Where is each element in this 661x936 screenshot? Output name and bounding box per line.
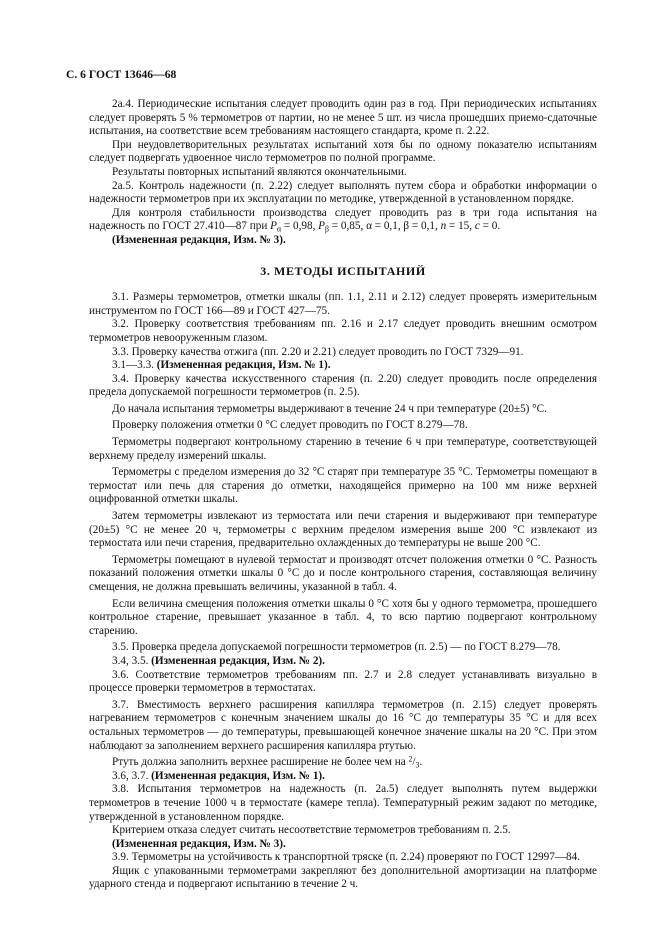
- paragraph-3-4-batch-aging: Если величина смещения положения отметки шкалы 0 °С хотя бы у одного термометра, прошедшего контрольное старение, превышает указанное в табл. 4, то всю партию подвергают контрольному старению.: [89, 597, 597, 637]
- paragraph-3-4-extraction: Затем термометры извлекают из термостата или печи старения и выдерживают при температуре (20±5) °С не менее 20 ч, термометры с верхним пределом измерения выше 200 °С извлекают из термостата или печи старения, предварительно охлажденных до температуры не выше 200 °С.: [89, 510, 597, 550]
- paragraph-3-4-conditioning: До начала испытания термометры выдерживают в течение 24 ч при температуре (20±5) °С.: [112, 402, 547, 415]
- paragraph-2a5: 2а.5. Контроль надежности (п. 2.22) следует выполнять путем сбора и обработки информации о надежности термометров при их эксплуатации по методике, утвержденной в установленном порядке.: [89, 179, 597, 206]
- paragraph-3-8: 3.8. Испытания термометров на надежность (п. 2а.5) следует выполнять путем выдержки термометров в течение 1000 ч в термостате (камере тепла). Температурный режим задают по методике, утвержденной в установленном порядке.: [89, 783, 597, 823]
- paragraph-3-8-failure: Критерием отказа следует считать несоответствие термометров требованиям п. 2.5.: [112, 824, 511, 837]
- paragraph-3-4-low-range: Термометры с пределом измерения до 32 °С старят при температуре 35 °С. Термометры помещают в термостат или печь для старения до отметки, находящейся примерно на 100 мм ниже верхней оцифрованной отметки шкалы.: [89, 466, 597, 506]
- paragraph-3-1-3-3-note: 3.1—3.3. (Измененная редакция, Изм. № 1).: [112, 359, 331, 372]
- amendment-note-izm3-second: (Измененная редакция, Изм. № 3).: [112, 837, 286, 850]
- section-title: 3. МЕТОДЫ ИСПЫТАНИЙ: [260, 263, 426, 278]
- paragraph-3-6-3-7-note: 3.6, 3.7. (Измененная редакция, Изм. № 1).: [112, 769, 325, 782]
- paragraph-3-4-zero-check: Проверку положения отметки 0 °С следует проводить по ГОСТ 8.279—78.: [112, 419, 468, 432]
- paragraph-3-7: 3.7. Вместимость верхнего расширения капилляра термометров (п. 2.15) следует проверять нагреванием термометров с конечным значением шкалы до 16 °С до температуры 35 °С и для всех остальных термометров — до температуры, превышающей конечное значение шкалы на 20 °С. При этом наблюдают за заполнением верхнего расширения капилляра ртутью.: [89, 698, 597, 752]
- paragraph-3-3: 3.3. Проверку качества отжига (пп. 2.20 и 2.21) следует проводить по ГОСТ 7329—91.: [112, 345, 524, 358]
- page-header: С. 6 ГОСТ 13646—68: [66, 68, 177, 81]
- paragraph-3-2: 3.2. Проверку соответствия требованиям пп. 2.16 и 2.17 следует проводить внешним осмотром термометров невооруженным глазом.: [89, 318, 597, 344]
- paragraph-3-4: 3.4. Проверку качества искусственного старения (п. 2.20) следует проводить после определения предела допускаемой погрешности термометров (п. 2.5).: [89, 372, 597, 399]
- paragraph-3-4-aging: Термометры подвергают контрольному старению в течение 6 ч при температуре, соответствующей верхнему пределу измерений шкалы.: [89, 436, 597, 462]
- paragraph-3-7-mercury: Ртуть должна заполнить верхнее расширение не более чем на $^2/_3$.: [112, 754, 423, 770]
- paragraph-3-5: 3.5. Проверка предела допускаемой погрешности термометров (п. 2.5) — по ГОСТ 8.279—78.: [112, 641, 561, 654]
- paragraph-2a4: 2а.4. Периодические испытания следует проводить один раз в год. При периодических испытаниях следует проверять 5 % термометров от партии, но не менее 5 шт. из числа прошедших приемо-сдаточные испытания, на соответствие всем требованиям настоящего стандарта, кроме п. 2.22.: [89, 98, 597, 138]
- paragraph-2a5-stability: Для контроля стабильности производства следует проводить раз в три года испытания на надежность по ГОСТ 27.410—87 при $P_\alpha = 0,98$, $P_\beta = 0,85$, α = 0,1, β = 0,1, n = 15, c = 0.: [89, 206, 597, 234]
- document-body: [89, 98, 597, 892]
- paragraph-3-4-zero-shift: Термометры помещают в нулевой термостат и производят отсчет положения отметки 0 °С. Разность показаний положения отметки шкалы 0 °С до и после контрольного старения, составляющая величину смещения, не должна превышать величины, указанной в табл. 4.: [89, 553, 597, 593]
- paragraph-3-4-3-5-note: 3.4, 3.5. (Измененная редакция, Изм. № 2).: [112, 654, 325, 667]
- amendment-note-izm3: (Измененная редакция, Изм. № 3).: [112, 233, 286, 246]
- paragraph-3-1: 3.1. Размеры термометров, отметки шкалы (пп. 1.1, 2.11 и 2.12) следует проверять измерительным инструментом по ГОСТ 166—89 и ГОСТ 427—75.: [89, 291, 597, 317]
- paragraph-3-9: 3.9. Термометры на устойчивость к транспортной тряске (п. 2.24) проверяют по ГОСТ 12997—84.: [112, 851, 581, 864]
- paragraph-3-6: 3.6. Соответствие термометров требованиям пп. 2.7 и 2.8 следует устанавливать визуально в процессе проверки термометров в термостатах.: [89, 668, 597, 695]
- paragraph-3-9-box: Ящик с упакованными термометрами закрепляют без дополнительной амортизации на платформе ударного стенда и подвергают испытанию в течение 2 ч.: [89, 864, 597, 891]
- paragraph-2a4-final: Результаты повторных испытаний являются окончательными.: [112, 165, 407, 178]
- paragraph-2a4-repeat-tests: При неудовлетворительных результатах испытаний хотя бы по одному показателю испытаниям следует подвергать удвоенное число термометров по полной программе.: [89, 138, 597, 165]
